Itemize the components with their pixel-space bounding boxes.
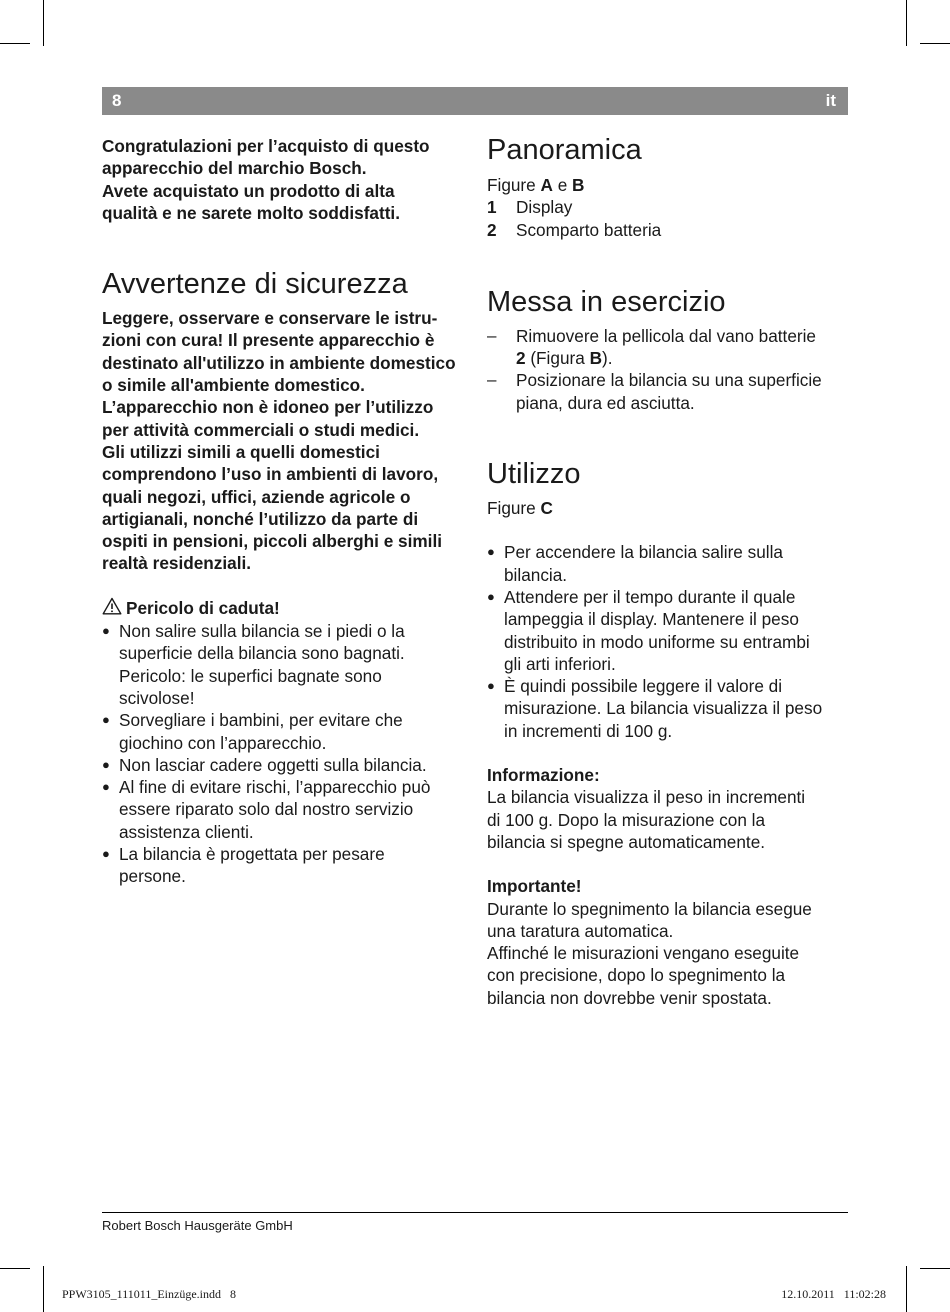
text-line: per attività commerciali o studi medici. <box>102 419 420 440</box>
list-item <box>102 754 472 776</box>
crop-mark <box>43 0 44 46</box>
info-title: Informazione: <box>487 765 600 786</box>
text-line: quali negozi, uffici, aziende agricole o <box>102 486 411 507</box>
safety-body <box>102 307 472 575</box>
safety-bullet-list <box>102 620 472 888</box>
text-line: bilancia si spegne automaticamente. <box>487 831 766 852</box>
text-line: ● È quindi possibile leggere il valore di <box>504 676 783 697</box>
text-line: Congratulazioni per l’acquisto di questo <box>102 136 430 156</box>
text-line: misurazione. La bilancia visualizza il peso <box>504 698 823 719</box>
text-line: o simile all'ambiente domestico. <box>102 375 365 396</box>
text-line: ● Non salire sulla bilancia se i piedi o la <box>119 621 405 642</box>
figure-b-ref: B <box>589 348 602 369</box>
text-line: con precisione, dopo lo spegnimento la <box>487 965 786 986</box>
info-block <box>487 764 852 853</box>
overview-figure-ref <box>487 174 852 196</box>
text-line: Affinché le misurazioni vengano eseguite <box>487 943 800 964</box>
slug-datetime: 12.10.2011 11:02:28 <box>781 1287 886 1301</box>
crop-mark <box>0 1268 30 1269</box>
text-line: qualità e ne sarete molto soddisfatti. <box>102 202 400 223</box>
text-line: apparecchio del marchio Bosch. <box>102 158 367 179</box>
right-column <box>487 135 852 1009</box>
text-line: – Posizionare la bilancia su una superficie <box>516 370 822 391</box>
figure-and: e <box>552 175 573 195</box>
item-label: Display <box>516 197 573 218</box>
text-line: Durante lo spegnimento la bilancia esegue <box>487 898 812 919</box>
page-number: 8 <box>112 91 122 110</box>
crop-mark <box>43 1266 44 1312</box>
text-line: assistenza clienti. <box>119 821 254 842</box>
text-line <box>516 347 852 369</box>
important-block <box>487 875 852 1009</box>
setup-list <box>487 325 852 414</box>
important-title: Importante! <box>487 876 582 897</box>
text-line: piana, dura ed asciutta. <box>516 392 695 413</box>
left-column <box>102 135 472 888</box>
text-line: Gli utilizzi simili a quelli domestici <box>102 441 380 462</box>
warning-title-text: Pericolo di caduta! <box>126 598 280 619</box>
crop-mark <box>920 43 950 44</box>
item-number: 1 <box>487 197 497 218</box>
figure-c-ref: C <box>540 498 553 519</box>
list-item <box>102 776 472 843</box>
figure-b-ref: B <box>572 175 585 195</box>
overview-item <box>487 219 852 241</box>
usage-bullet-list <box>487 541 852 742</box>
text-line: realtà residenziali. <box>102 553 252 574</box>
text-line: in incrementi di 100 g. <box>504 720 673 741</box>
footer-divider <box>102 1212 848 1213</box>
text-line: essere riparato solo dal nostro servizio <box>119 799 414 820</box>
text-line: ● Non lasciar cadere oggetti sulla bilancia. <box>119 754 427 775</box>
text-line: superficie della bilancia sono bagnati. <box>119 643 405 664</box>
part-number: 2 <box>516 348 526 369</box>
text-line: zioni con cura! Il presente apparecchio è <box>102 330 435 351</box>
text-line: scivolose! <box>119 687 195 708</box>
figure-prefix: Figure <box>487 175 541 195</box>
text-line: bilancia non dovrebbe venir spostata. <box>487 987 772 1008</box>
setup-heading: Messa in esercizio <box>487 285 726 318</box>
list-item <box>487 541 852 586</box>
text-line: una taratura automatica. <box>487 920 674 941</box>
text-line: destinato all'utilizzo in ambiente domestico <box>102 352 456 373</box>
item-number: 2 <box>487 219 497 240</box>
text-line: La bilancia visualizza il peso in incrementi <box>487 787 806 808</box>
text-line: Pericolo: le superfici bagnate sono <box>119 665 382 686</box>
text-line: gli arti inferiori. <box>504 653 616 674</box>
crop-mark <box>0 43 30 44</box>
warning-triangle-icon <box>102 597 126 620</box>
figure-a-ref: A <box>540 175 553 195</box>
text-line: persone. <box>119 866 186 887</box>
language-code: it <box>825 91 836 110</box>
list-item <box>487 586 852 675</box>
usage-figure-ref <box>487 497 852 519</box>
text-line: ● Per accendere la bilancia salire sulla <box>504 542 783 563</box>
list-item <box>487 325 852 370</box>
item-label: Scomparto batteria <box>516 219 662 240</box>
usage-heading: Utilizzo <box>487 458 581 491</box>
list-item <box>102 620 472 709</box>
text-line: di 100 g. Dopo la misurazione con la <box>487 809 766 830</box>
slug-filename: PPW3105_111011_Einzüge.indd 8 <box>62 1287 236 1301</box>
text-line: ● Attendere per il tempo durante il quale <box>504 586 796 607</box>
footer-company: Robert Bosch Hausgeräte GmbH <box>102 1218 293 1233</box>
text-line: Avete acquistato un prodotto di alta <box>102 180 395 201</box>
overview-heading: Panoramica <box>487 134 642 166</box>
intro-text <box>102 135 472 224</box>
warning-title <box>102 597 472 620</box>
figure-open: (Figura <box>525 348 590 369</box>
text-line: artigianali, nonché l’utilizzo da parte di <box>102 508 419 529</box>
safety-heading: Avvertenze di sicurezza <box>102 268 408 301</box>
text-line: ● Sorvegliare i bambini, per evitare che <box>119 710 403 731</box>
text-line: Leggere, osservare e conservare le istru- <box>102 308 438 329</box>
text-line: giochino con l’apparecchio. <box>119 732 327 753</box>
text-line: distribuito in modo uniforme su entrambi <box>504 631 810 652</box>
text-line: ospiti in pensioni, piccoli alberghi e simili <box>102 531 442 552</box>
text-line: bilancia. <box>504 564 568 585</box>
text-line: L’apparecchio non è idoneo per l’utilizzo <box>102 397 434 418</box>
list-item <box>487 369 852 414</box>
text-line: – Rimuovere la pellicola dal vano batterie <box>516 325 816 346</box>
crop-mark <box>920 1268 950 1269</box>
page-header-bar <box>102 87 848 115</box>
text-line: ● Al fine di evitare rischi, l’apparecchio può <box>119 777 431 798</box>
list-item <box>102 843 472 888</box>
crop-mark <box>906 0 907 46</box>
text-line: ● La bilancia è progettata per pesare <box>119 844 385 865</box>
crop-mark <box>906 1266 907 1312</box>
overview-item <box>487 196 852 218</box>
list-item <box>487 675 852 742</box>
text-line: comprendono l’uso in ambienti di lavoro, <box>102 464 439 485</box>
text-line: lampeggia il display. Mantenere il peso <box>504 609 799 630</box>
figure-prefix: Figure <box>487 498 541 519</box>
figure-close: ). <box>601 348 613 369</box>
list-item <box>102 709 472 754</box>
